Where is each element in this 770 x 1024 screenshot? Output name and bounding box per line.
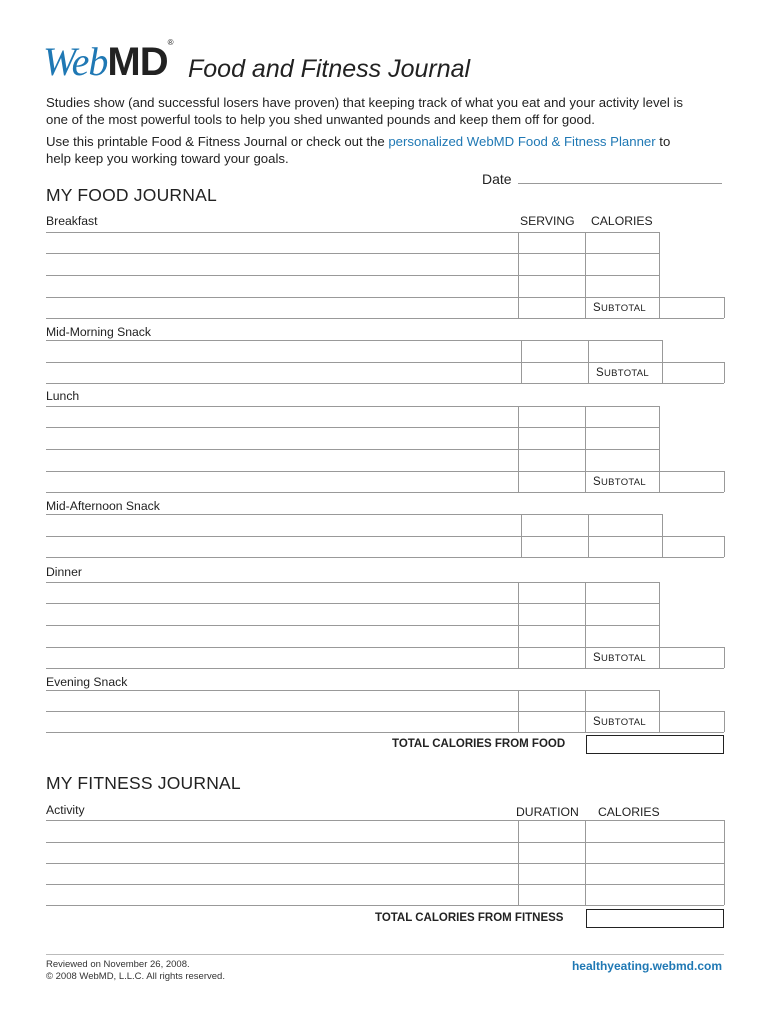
logo-md-text: MD xyxy=(107,40,168,84)
subtotal-right-edge xyxy=(724,536,725,557)
copyright: © 2008 WebMD, L.L.C. All rights reserved. xyxy=(46,971,225,982)
intro-line-1: Studies show (and successful losers have proven) that keeping track of what you eat and your activity level is xyxy=(46,95,683,110)
food-entry-line[interactable] xyxy=(46,690,659,691)
footer-text xyxy=(46,959,225,983)
food-entry-line[interactable] xyxy=(46,449,659,450)
subtotal-right-edge xyxy=(724,297,725,318)
subtotal-label: SUBTOTAL xyxy=(593,302,647,314)
food-entry-line[interactable] xyxy=(46,406,659,407)
meal-label: Mid-Morning Snack xyxy=(46,325,151,339)
subtotal-right-edge xyxy=(724,647,725,668)
fitness-calories-divider xyxy=(585,820,586,905)
date-label: Date xyxy=(482,171,512,187)
logo-web-text: Web xyxy=(43,39,108,84)
reviewed-date: Reviewed on November 26, 2008. xyxy=(46,959,190,970)
intro-line-3 xyxy=(46,133,736,150)
total-food-box[interactable] xyxy=(586,735,724,754)
food-entry-line[interactable] xyxy=(46,514,662,515)
calories-divider xyxy=(588,514,589,557)
intro-line-3-prefix: Use this printable Food & Fitness Journal or check out the xyxy=(46,134,389,149)
food-entry-line[interactable] xyxy=(46,668,724,669)
food-entry-line[interactable] xyxy=(46,492,724,493)
activity-entry-line[interactable] xyxy=(46,820,724,821)
serving-divider xyxy=(518,582,519,668)
calories-divider xyxy=(585,582,586,668)
food-entry-line[interactable] xyxy=(46,318,724,319)
meal-label: Mid-Afternoon Snack xyxy=(46,499,160,513)
subtotal-label: SUBTOTAL xyxy=(593,716,647,728)
food-entry-line[interactable] xyxy=(46,732,724,733)
meal-label: Lunch xyxy=(46,389,80,403)
activity-entry-line[interactable] xyxy=(46,842,724,843)
subtotal-right-edge xyxy=(724,471,725,492)
food-journal-title: MY FOOD JOURNAL xyxy=(46,185,217,205)
calories-right-edge xyxy=(659,406,660,492)
total-fitness-label: TOTAL CALORIES FROM FITNESS xyxy=(375,912,564,924)
subtotal-right-edge xyxy=(724,711,725,732)
subtotal-label: SUBTOTAL xyxy=(596,367,650,379)
logo xyxy=(43,38,174,85)
food-entry-line[interactable] xyxy=(46,427,659,428)
activity-entry-line[interactable] xyxy=(46,884,724,885)
food-entry-line[interactable] xyxy=(46,275,659,276)
food-entry-line[interactable] xyxy=(46,647,724,648)
serving-divider xyxy=(518,232,519,318)
food-entry-line[interactable] xyxy=(46,471,724,472)
intro-line-4: help keep you working toward your goals. xyxy=(46,151,289,166)
total-fitness-box[interactable] xyxy=(586,909,724,928)
journal-title: Food and Fitness Journal xyxy=(188,55,471,83)
calories-column-header: CALORIES xyxy=(591,214,653,228)
calories-divider xyxy=(585,690,586,732)
fitness-right-edge xyxy=(724,820,725,905)
registered-mark: ® xyxy=(167,38,174,47)
footer-divider xyxy=(46,954,724,955)
food-entry-line[interactable] xyxy=(46,711,724,712)
activity-label: Activity xyxy=(46,803,85,817)
serving-column-header: SERVING xyxy=(520,214,575,228)
food-entry-line[interactable] xyxy=(46,625,659,626)
food-entry-line[interactable] xyxy=(46,362,724,363)
food-entry-line[interactable] xyxy=(46,253,659,254)
calories-divider xyxy=(585,406,586,492)
food-entry-line[interactable] xyxy=(46,582,659,583)
food-entry-line[interactable] xyxy=(46,340,662,341)
serving-divider xyxy=(518,406,519,492)
food-entry-line[interactable] xyxy=(46,603,659,604)
food-entry-line[interactable] xyxy=(46,536,724,537)
meal-label: Dinner xyxy=(46,565,82,579)
fitness-journal-title: MY FITNESS JOURNAL xyxy=(46,773,241,793)
site-link[interactable]: healthyeating.webmd.com xyxy=(571,959,722,973)
date-field[interactable] xyxy=(518,183,722,184)
food-entry-line[interactable] xyxy=(46,383,724,384)
calories-right-edge xyxy=(659,582,660,668)
fitness-calories-column-header: CALORIES xyxy=(598,805,660,819)
duration-column-header: DURATION xyxy=(516,805,579,819)
subtotal-label: SUBTOTAL xyxy=(593,476,647,488)
duration-divider xyxy=(518,820,519,905)
intro-line-3-suffix: to xyxy=(655,134,671,149)
intro-line-2: one of the most powerful tools to help you shed unwanted pounds and keep them off for good. xyxy=(46,112,595,127)
activity-entry-line[interactable] xyxy=(46,863,724,864)
food-entry-line[interactable] xyxy=(46,557,724,558)
serving-divider xyxy=(521,514,522,557)
calories-right-edge xyxy=(662,340,663,383)
planner-link[interactable]: personalized WebMD Food & Fitness Planner xyxy=(388,134,656,149)
total-food-label: TOTAL CALORIES FROM FOOD xyxy=(392,738,566,750)
calories-divider xyxy=(588,340,589,383)
serving-divider xyxy=(518,690,519,732)
intro-paragraph-2 xyxy=(46,133,736,167)
activity-entry-line[interactable] xyxy=(46,905,724,906)
subtotal-right-edge xyxy=(724,362,725,383)
food-entry-line[interactable] xyxy=(46,297,724,298)
calories-divider xyxy=(585,232,586,318)
meal-label: Breakfast xyxy=(46,214,98,228)
calories-right-edge xyxy=(659,690,660,732)
subtotal-label: SUBTOTAL xyxy=(593,652,647,664)
food-entry-line[interactable] xyxy=(46,232,659,233)
calories-right-edge xyxy=(662,514,663,557)
calories-right-edge xyxy=(659,232,660,318)
intro-paragraph-1 xyxy=(46,94,736,128)
serving-divider xyxy=(521,340,522,383)
meal-label: Evening Snack xyxy=(46,675,128,689)
